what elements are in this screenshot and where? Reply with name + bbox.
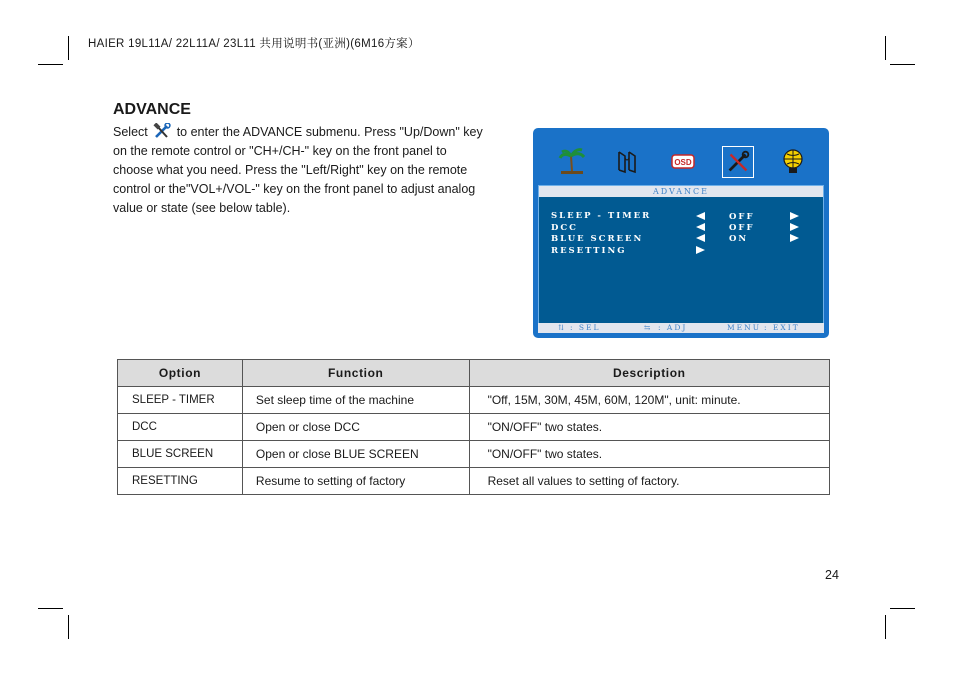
intro-line-3: choose what you need. Press the "Left/Right" key on the remote bbox=[113, 163, 468, 177]
table-header: Option bbox=[118, 360, 243, 387]
osd-caption: ADVANCE bbox=[539, 186, 823, 197]
table-cell: Reset all values to setting of factory. bbox=[469, 468, 829, 495]
footer-exit: : EXIT bbox=[764, 323, 800, 332]
sound-icon[interactable] bbox=[611, 146, 643, 178]
crop-mark bbox=[38, 64, 63, 65]
osd-footer bbox=[538, 323, 824, 333]
footer-adj: : ADJ bbox=[658, 323, 688, 332]
osd-item-label[interactable]: SLEEP - TIMER bbox=[551, 211, 652, 221]
osd-item-label[interactable]: BLUE SCREEN bbox=[551, 234, 644, 244]
crop-mark bbox=[885, 36, 886, 60]
crop-mark bbox=[68, 36, 69, 60]
crop-mark bbox=[68, 615, 69, 639]
globe-icon[interactable] bbox=[777, 146, 809, 178]
intro-line-4: control or the"VOL+/VOL-" key on the front panel to adjust analog bbox=[113, 182, 476, 196]
table-cell: RESETTING bbox=[118, 468, 243, 495]
section-intro bbox=[113, 123, 513, 218]
intro-line-1: to enter the ADVANCE submenu. Press "Up/Down" key bbox=[173, 125, 483, 139]
table-cell: "ON/OFF" two states. bbox=[469, 441, 829, 468]
osd-item-value: OFF bbox=[729, 223, 755, 233]
osd-item-value: OFF bbox=[729, 212, 755, 222]
intro-line-2: on the remote control or "CH+/CH-" key on the front panel to bbox=[113, 144, 447, 158]
table-cell: SLEEP - TIMER bbox=[118, 387, 243, 414]
table-row bbox=[118, 414, 830, 441]
crop-mark bbox=[890, 608, 915, 609]
table-cell: Open or close BLUE SCREEN bbox=[242, 441, 469, 468]
table-header-row bbox=[118, 360, 830, 387]
osd-item-label[interactable]: DCC bbox=[551, 223, 578, 233]
table-row bbox=[118, 387, 830, 414]
osd-panel bbox=[538, 185, 824, 333]
table-cell: BLUE SCREEN bbox=[118, 441, 243, 468]
updown-icon: ⇅ bbox=[558, 323, 567, 332]
osd-item-label[interactable]: RESETTING bbox=[551, 246, 627, 256]
crop-mark bbox=[890, 64, 915, 65]
options-table bbox=[117, 359, 830, 495]
table-cell: DCC bbox=[118, 414, 243, 441]
leftright-icon: ⇆ bbox=[644, 323, 653, 332]
section-title: ADVANCE bbox=[113, 101, 191, 118]
table-header: Function bbox=[242, 360, 469, 387]
table-cell: Resume to setting of factory bbox=[242, 468, 469, 495]
table-cell: Open or close DCC bbox=[242, 414, 469, 441]
arrow-right-icon[interactable] bbox=[790, 234, 799, 242]
table-cell: "ON/OFF" two states. bbox=[469, 414, 829, 441]
footer-sel: : SEL bbox=[570, 323, 601, 332]
osd-icon-label: OSD bbox=[674, 158, 692, 167]
arrow-left-icon[interactable] bbox=[696, 223, 705, 231]
osd-icon[interactable] bbox=[667, 146, 699, 178]
tools-icon bbox=[153, 123, 171, 139]
page-header: HAIER 19L11A/ 22L11A/ 23L11 共用说明书(亚洲)(6M16方案） bbox=[88, 38, 420, 50]
footer-menu: MENU bbox=[727, 323, 762, 332]
osd-item-value: ON bbox=[729, 234, 749, 244]
page-number: 24 bbox=[825, 568, 839, 582]
table-cell: "Off, 15M, 30M, 45M, 60M, 120M", unit: minute. bbox=[469, 387, 829, 414]
arrow-right-icon[interactable] bbox=[790, 212, 799, 220]
tools-icon[interactable] bbox=[722, 146, 754, 178]
picture-icon[interactable] bbox=[557, 146, 589, 178]
table-header: Description bbox=[469, 360, 829, 387]
crop-mark bbox=[38, 608, 63, 609]
intro-text: Select bbox=[113, 125, 148, 139]
table-cell: Set sleep time of the machine bbox=[242, 387, 469, 414]
arrow-right-icon[interactable] bbox=[790, 223, 799, 231]
arrow-right-icon[interactable] bbox=[696, 246, 705, 254]
arrow-left-icon[interactable] bbox=[696, 212, 705, 220]
crop-mark bbox=[885, 615, 886, 639]
arrow-left-icon[interactable] bbox=[696, 234, 705, 242]
osd-menu bbox=[533, 128, 829, 338]
intro-line-5: value or state (see below table). bbox=[113, 201, 291, 215]
table-row bbox=[118, 441, 830, 468]
table-row bbox=[118, 468, 830, 495]
osd-icon-bar bbox=[533, 128, 829, 186]
